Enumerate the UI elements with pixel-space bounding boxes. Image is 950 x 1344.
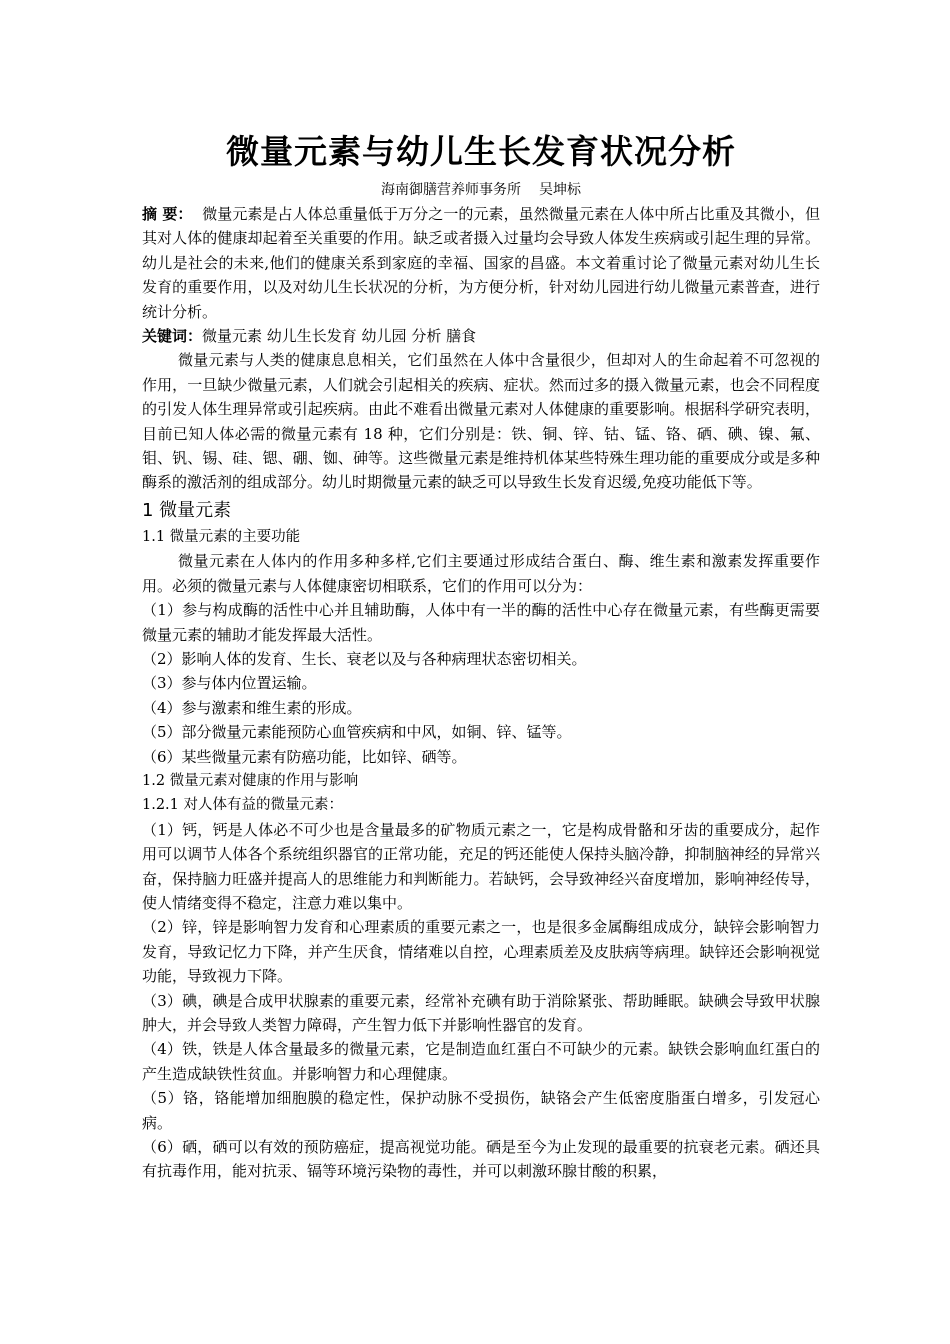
element-item: （1）钙，钙是人体必不可少也是含量最多的矿物质元素之一，它是构成骨骼和牙齿的重要成分，起作用可以调节人体各个系统组织器官的正常功能，充足的钙还能使人保持头脑冷静，抑制脑神经的异常兴奋，保持脑力旺盛并提高人的思维能力和判断能力。若缺钙，会导致神经兴奋度增加，影响神经传导，使人情绪变得不稳定，注意力难以集中。 [142,820,820,912]
paper-title: 微量元素与幼儿生长发育状况分析 [226,132,736,171]
section-1-heading: 1 微量元素 [142,499,232,521]
function-item: （3）参与体内位置运输。 [142,674,317,693]
element-item: （6）硒，硒可以有效的预防癌症，提高视觉功能。硒是至今为止发现的最重要的抗衰老元素。硒还具有抗毒作用，能对抗汞、镉等环境污染物的毒性，并可以刺激环腺甘酸的积累， [142,1138,820,1181]
abstract-label: 摘 要： [142,205,193,223]
keywords-label: 关键词： [142,327,203,346]
section-1-2-1-heading: 1.2.1 对人体有益的微量元素： [142,797,344,814]
author-org: 海南御膳营养师事务所 [381,182,521,198]
function-item: （6）某些微量元素有防癌功能，比如锌、硒等。 [142,747,467,766]
function-item: （5）部分微量元素能预防心血管疾病和中风，如铜、锌、锰等。 [142,723,572,742]
section-1-2-heading: 1.2 微量元素对健康的作用与影响 [142,772,359,789]
element-item: （4）铁，铁是人体含量最多的微量元素，它是制造血红蛋白不可缺少的元素。缺铁会影响血红蛋白的产生造成缺铁性贫血。并影响智力和心理健康。 [142,1040,820,1083]
section-1-1-heading: 1.1 微量元素的主要功能 [142,528,301,545]
abstract [142,202,820,324]
function-item: （1）参与构成酶的活性中心并且辅助酶，人体中有一半的酶的活性中心存在微量元素，有些酶更需要微量元素的辅助才能发挥最大活性。 [142,601,820,644]
abstract-text: 微量元素是占人体总重量低于万分之一的元素，虽然微量元素在人体中所占比重及其微小，但其对人体的健康却起着至关重要的作用。缺乏或者摄入过量均会导致人体发生疾病或引起生理的异常。幼儿是社会的未来,他们的健康关系到家庭的幸福、国家的昌盛。本文着重讨论了微量元素对幼儿生长发育的重要作用，以及对幼儿生长状况的分析，为方便分析，针对幼儿园进行幼儿微量元素普查，进行统计分析。 [142,205,820,321]
element-item: （2）锌，锌是影响智力发育和心理素质的重要元素之一，也是很多金属酶组成成分，缺锌会影响智力发育，导致记忆力下降，并产生厌食，情绪难以自控，心理素质差及皮肤病等病理。缺锌还会影响视觉功能，导致视力下降。 [142,918,820,986]
function-item: （2）影响人体的发育、生长、衰老以及与各种病理状态密切相关。 [142,649,587,668]
keywords [142,324,820,348]
section-1-1-intro: 微量元素在人体内的作用多种多样,它们主要通过形成结合蛋白、酶、维生素和激素发挥重要作用。必须的微量元素与人体健康密切相联系，它们的作用可以分为： [142,552,820,595]
element-item: （5）铬，铬能增加细胞膜的稳定性，保护动脉不受损伤，缺铬会产生低密度脂蛋白增多，引发冠心病。 [142,1089,820,1132]
keywords-text: 微量元素 幼儿生长发育 幼儿园 分析 膳食 [202,327,477,346]
intro-paragraph: 微量元素与人类的健康息息相关，它们虽然在人体中含量很少，但却对人的生命起着不可忽视的作用，一旦缺少微量元素，人们就会引起相关的疾病、症状。然而过多的摄入微量元素，也会不同程度的引发人体生理异常或引起疾病。由此不难看出微量元素对人体健康的重要影响。根据科学研究表明，目前已知人体必需的微量元素有 18 种，它们分别是：铁、铜、锌、钴、锰、铬、硒、碘、镍、氟、钼、钒、锡、硅、锶、硼、铷、砷等。这些微量元素是维持机体某些特殊生理功能的重要成分或是多种酶系的激活剂的组成部分。幼儿时期微量元素的缺乏可以导致生长发育迟缓,免疫功能低下等。 [142,351,820,492]
author-line [142,180,820,200]
function-item: （4）参与激素和维生素的形成。 [142,698,362,717]
author-name: 吴坤标 [539,182,581,198]
element-item: （3）碘，碘是合成甲状腺素的重要元素，经常补充碘有助于消除紧张、帮助睡眠。缺碘会导致甲状腺肿大，并会导致人类智力障碍，产生智力低下并影响性器官的发育。 [142,991,820,1034]
